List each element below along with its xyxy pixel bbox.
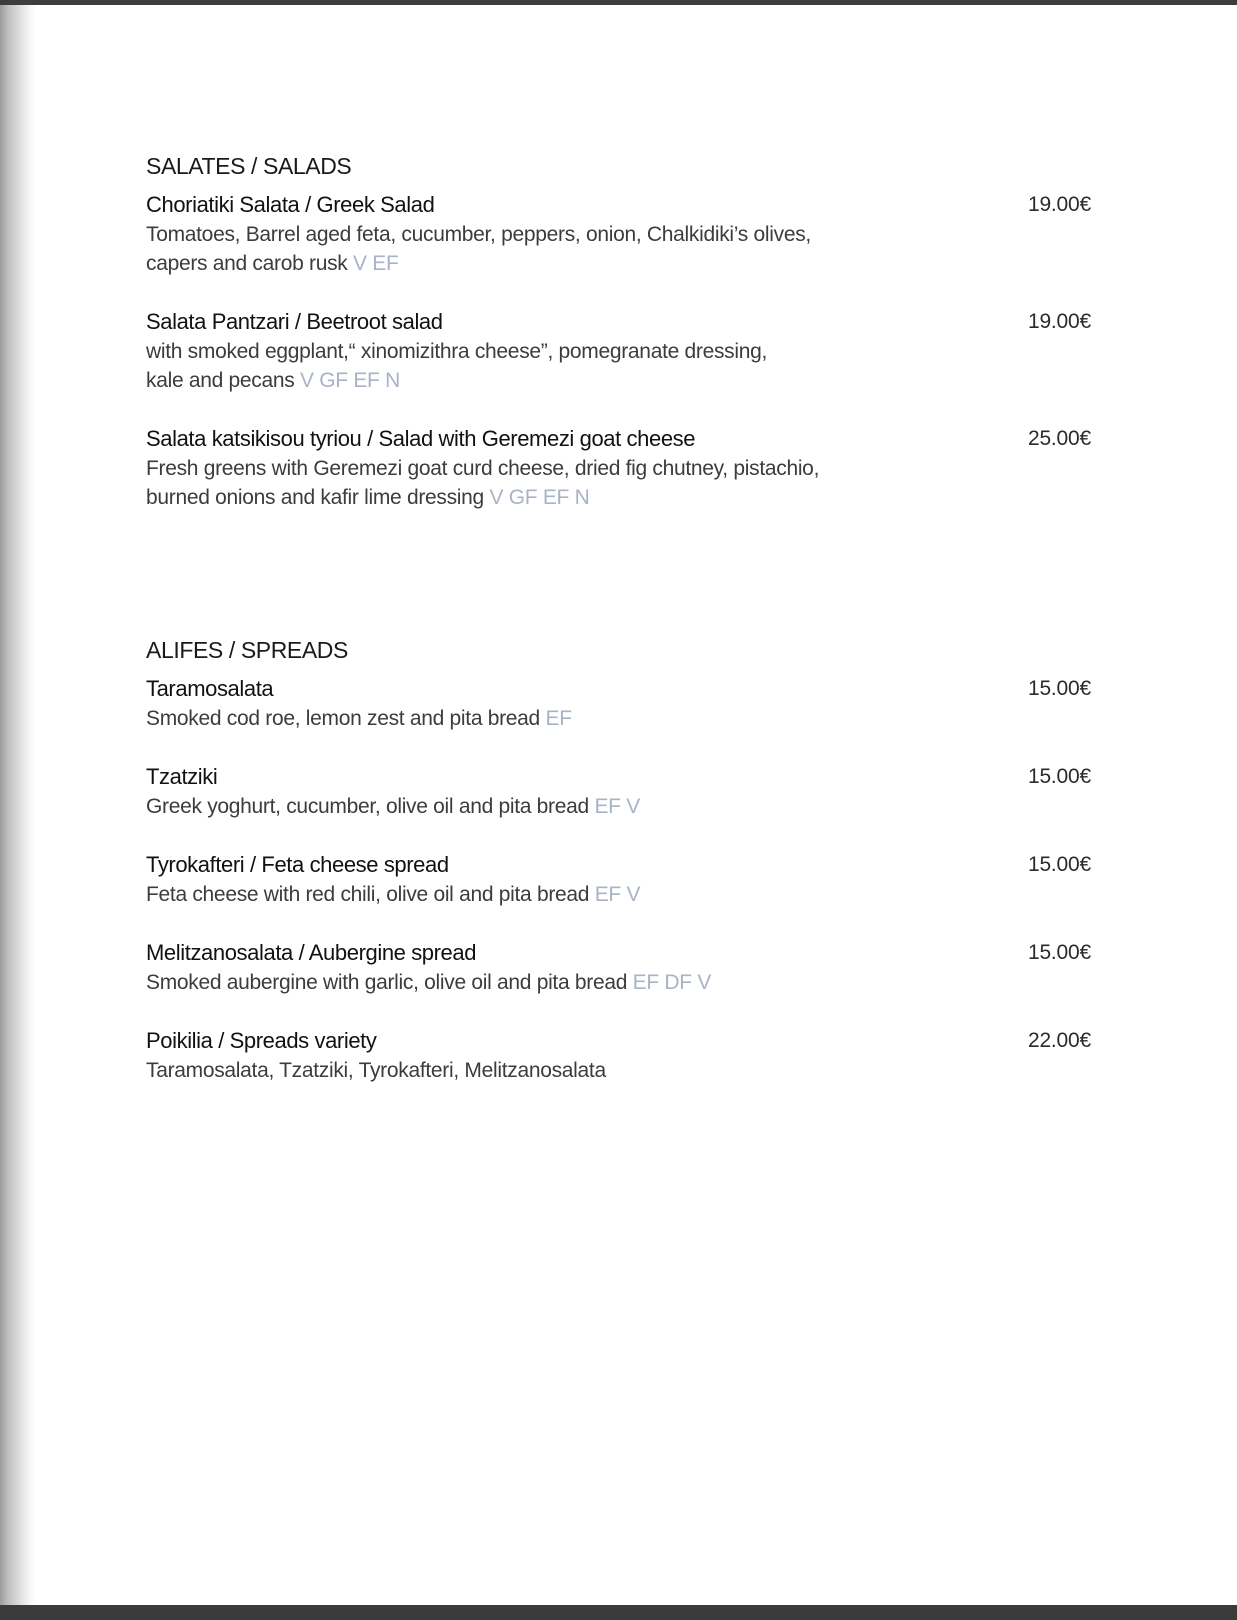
item-price: 15.00€ <box>1027 765 1091 788</box>
dietary-tags: EF DF V <box>632 971 712 994</box>
item-description-line: capers and carob rusk <box>146 252 348 275</box>
item-description-line: burned onions and kafir lime dressing <box>146 486 484 509</box>
item-name: Tzatziki <box>146 764 218 789</box>
item-description <box>146 968 926 997</box>
item-price: 19.00€ <box>1027 193 1091 216</box>
item-description <box>146 220 926 278</box>
item-name: Melitzanosalata / Aubergine spread <box>146 940 477 965</box>
menu-item <box>146 938 1091 997</box>
section-title: ALIFES / SPREADS <box>146 637 348 663</box>
item-description <box>146 792 926 821</box>
item-price: 15.00€ <box>1027 853 1091 876</box>
item-description <box>146 880 926 909</box>
item-description-line: Taramosalata, Tzatziki, Tyrokafteri, Melitzanosalata <box>146 1059 606 1082</box>
item-description-line: with smoked eggplant,“ xinomizithra cheese”, pomegranate dressing, <box>146 340 768 363</box>
item-description-line: kale and pecans <box>146 369 295 392</box>
menu-item <box>146 674 1091 733</box>
item-description-line: Tomatoes, Barrel aged feta, cucumber, peppers, onion, Chalkidiki’s olives, <box>146 223 811 246</box>
item-name: Taramosalata <box>146 676 274 701</box>
item-description <box>146 337 926 395</box>
item-name: Choriatiki Salata / Greek Salad <box>146 192 435 217</box>
menu-item <box>146 190 1091 278</box>
section-spreads <box>146 634 1091 1085</box>
menu-item <box>146 850 1091 909</box>
dietary-tags: EF <box>545 707 572 730</box>
item-price: 15.00€ <box>1027 941 1091 964</box>
item-description-line: Fresh greens with Geremezi goat curd cheese, dried fig chutney, pistachio, <box>146 457 820 480</box>
section-salads <box>146 150 1091 512</box>
item-description <box>146 1056 926 1085</box>
menu-item <box>146 762 1091 821</box>
page-edge-shadow <box>0 5 36 1605</box>
menu-item <box>146 1026 1091 1085</box>
section-title: SALATES / SALADS <box>146 153 352 179</box>
item-description <box>146 454 926 512</box>
menu-item <box>146 307 1091 395</box>
dietary-tags: EF V <box>594 883 641 906</box>
item-price: 15.00€ <box>1027 677 1091 700</box>
item-description-line: Smoked aubergine with garlic, olive oil and pita bread <box>146 971 628 994</box>
bottom-bar <box>0 1605 1237 1620</box>
menu-item <box>146 424 1091 512</box>
item-description-line: Smoked cod roe, lemon zest and pita bread <box>146 707 540 730</box>
item-price: 22.00€ <box>1027 1029 1091 1052</box>
item-description-line: Feta cheese with red chili, olive oil and pita bread <box>146 883 590 906</box>
item-name: Tyrokafteri / Feta cheese spread <box>146 852 449 877</box>
item-name: Salata katsikisou tyriou / Salad with Geremezi goat cheese <box>146 426 696 451</box>
dietary-tags: EF V <box>594 795 640 818</box>
dietary-tags: V GF EF N <box>300 369 400 392</box>
item-price: 19.00€ <box>1027 310 1091 333</box>
item-description-line: Greek yoghurt, cucumber, olive oil and pita bread <box>146 795 589 818</box>
top-bar <box>0 0 1237 5</box>
item-name: Salata Pantzari / Beetroot salad <box>146 309 443 334</box>
dietary-tags: V EF <box>353 252 399 275</box>
item-description <box>146 704 926 733</box>
menu-page <box>146 150 1091 1114</box>
item-name: Poikilia / Spreads variety <box>146 1028 377 1053</box>
dietary-tags: V GF EF N <box>489 486 590 509</box>
item-price: 25.00€ <box>1027 427 1091 450</box>
